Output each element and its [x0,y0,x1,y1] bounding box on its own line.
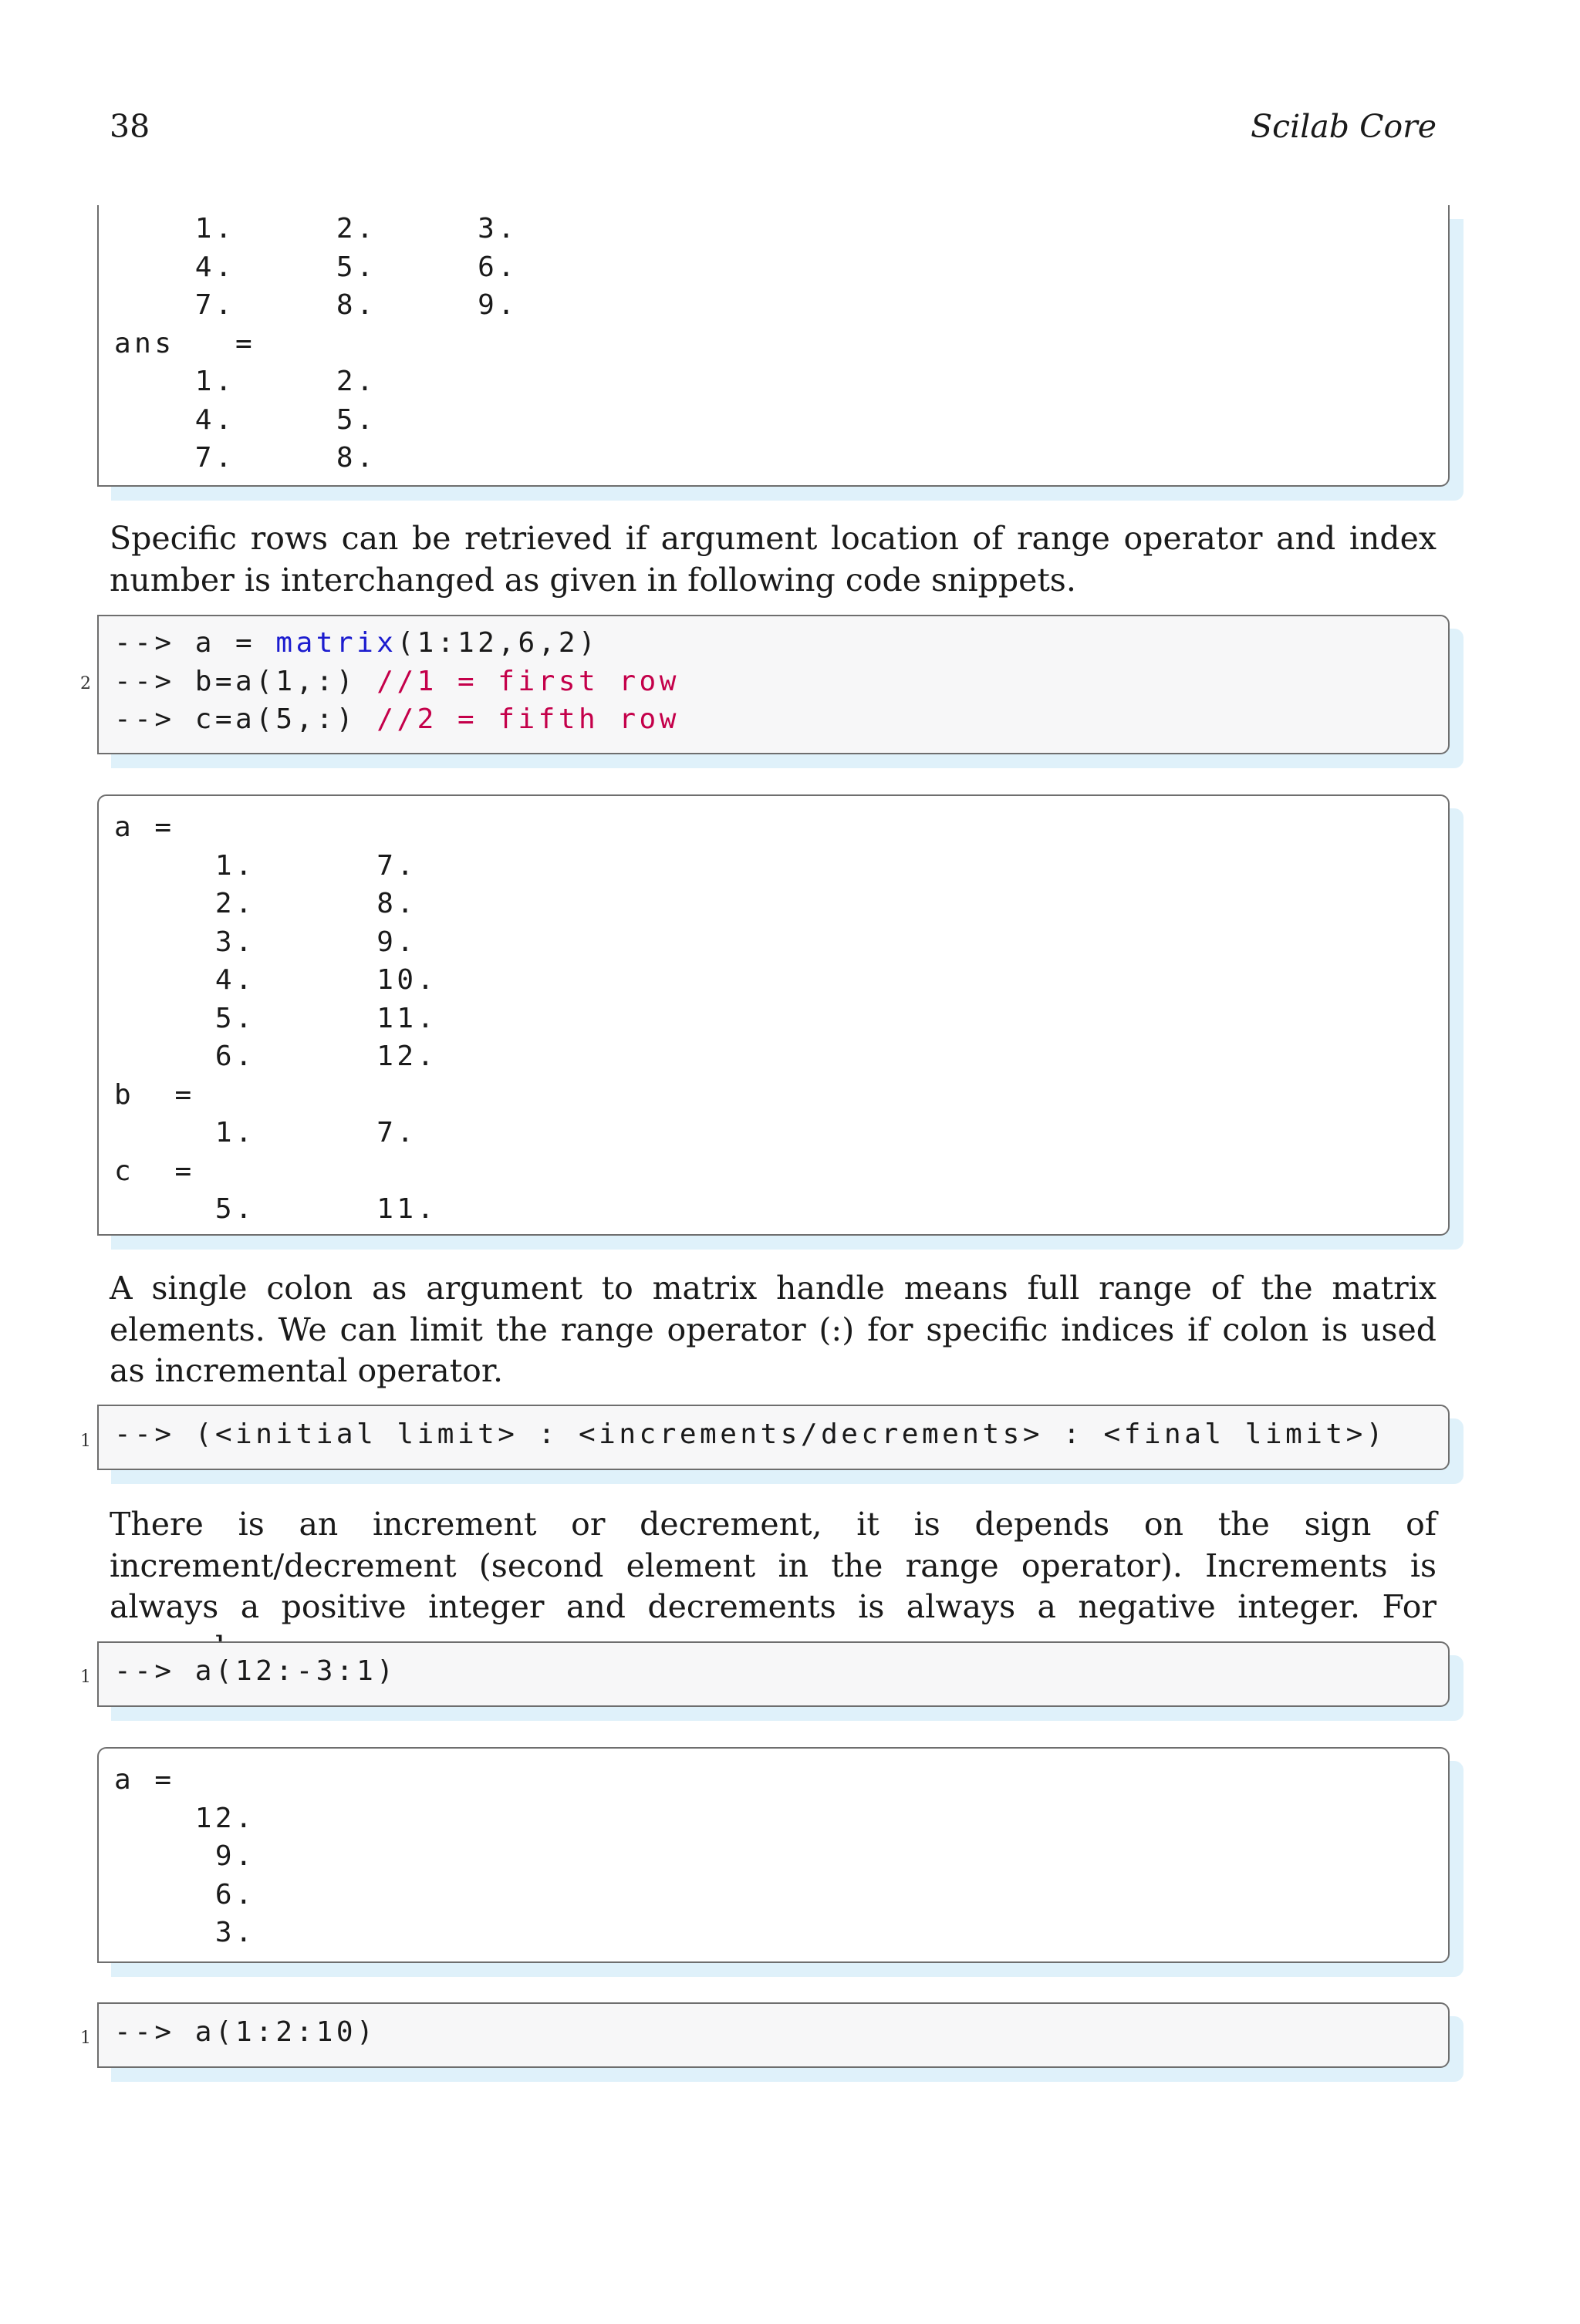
line-number: 1 [80,1432,91,1451]
code-input-block-2-text: --> (<initial limit> : <increments/decrements> : <final limit>) [114,1418,1386,1450]
output-line: 7. 8. [114,442,377,474]
code-keyword: matrix [275,627,397,659]
output-block-3 [97,1747,1450,1963]
output-line: 1. 7. [114,1117,417,1149]
output-line: 4. 5. [114,403,377,436]
output-line: 5. 11. [114,1193,437,1225]
code-prompt: --> a = [114,627,276,659]
output-line: a = [114,1764,175,1796]
line-number: 1 [80,2029,91,2048]
code-input-block-2 [97,1405,1450,1470]
output-line: 6. [114,1878,256,1911]
output-line: 1. 2. 3. [114,213,518,245]
code-input-block-4 [97,2002,1450,2068]
line-number: 2 [80,674,91,693]
code-input-block-4-text: --> a(1:2:10) [114,2016,377,2048]
output-line: ans = [114,327,256,359]
output-line: 5. 11. [114,1002,437,1034]
body-paragraph: A single colon as argument to matrix handle means full range of the matrix elements. We can limit the range operator (:) for specific indices if colon is used as incremental operator. [110,1270,1437,1389]
page-number: 38 [110,108,150,145]
running-title: Scilab Core [1251,108,1437,145]
output-line: a = [114,811,175,843]
output-line: 4. 10. [114,964,437,996]
output-line: 6. 12. [114,1041,437,1072]
code-text: --> c=a(5,:) [114,703,377,735]
code-comment: //1 = first row [376,665,680,697]
code-input-block-3 [97,1641,1450,1707]
code-input-block-3-text: --> a(12:-3:1) [114,1655,397,1687]
output-line: 1. 2. [114,366,377,397]
output-line: 1. 7. [114,849,417,882]
body-paragraph: Specific rows can be retrieved if argument location of range operator and index number is interchanged as given in following code snippets. [110,520,1437,599]
output-line: b = [114,1078,195,1111]
line-number: 1 [80,1668,91,1687]
code-input-block-1-text [114,624,680,739]
output-line: 2. 8. [114,888,417,919]
output-block-3-text [114,1761,255,1952]
output-line: 3. [114,1917,256,1948]
output-line: 9. [114,1840,256,1872]
code-input-block-1 [97,615,1450,754]
output-line: 7. 8. 9. [114,289,518,321]
body-paragraph: There is an increment or decrement, it is depends on the sign of increment/decrement (second element in the range operator). Increments is always a positive integer and decrements is always a negative integer. For [110,1506,1437,1625]
output-block-2 [97,794,1450,1236]
output-line: c = [114,1155,195,1187]
code-text: --> b=a(1,:) [114,665,377,697]
code-text: (1:12,6,2) [397,627,599,659]
output-block-1 [97,205,1450,487]
output-line: 3. 9. [114,926,417,958]
output-line: 4. 5. 6. [114,251,518,283]
output-line: 12. [114,1802,256,1834]
output-block-2-text [114,808,437,1229]
output-block-1-text [114,210,518,477]
code-comment: //2 = fifth row [376,703,680,735]
